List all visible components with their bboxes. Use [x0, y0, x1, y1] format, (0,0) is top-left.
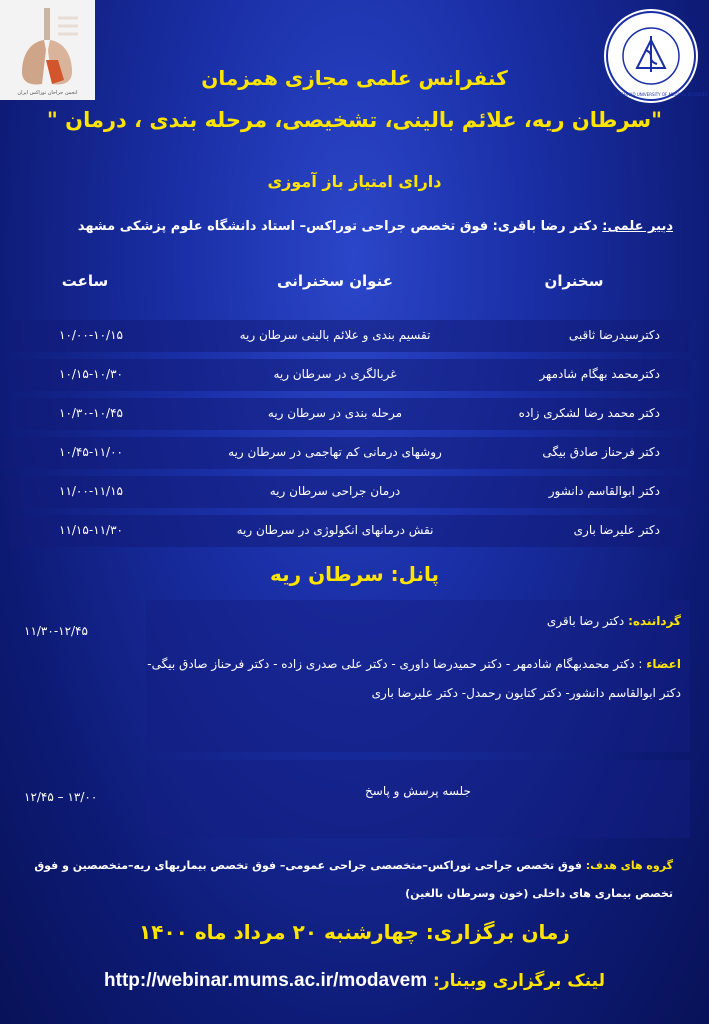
- university-seal-icon: [601, 6, 708, 106]
- conference-title: کنفرانس علمی مجازی همزمان: [201, 66, 508, 90]
- event-date: [0, 920, 709, 944]
- table-row: [10, 435, 690, 471]
- row-speaker: دکترسیدرضا ثاقبی: [568, 328, 660, 342]
- target-groups-value: فوق تخصص جراحی توراکس–متخصصی جراحی عمومی– فوق تخصص بیماریهای ریه–متخصصین و فوق تخصص بیماری های داخلی (خون وسرطان بالغین): [34, 859, 673, 900]
- panel-coordinator: [547, 614, 681, 628]
- row-speaker: دکتر فرحناز صادق بیگی: [542, 445, 660, 459]
- qa-label: جلسه پرسش و پاسخ: [365, 784, 471, 798]
- members-label: اعضاء: [646, 657, 681, 671]
- target-groups-label: گروه های هدف:: [585, 859, 673, 872]
- webinar-link[interactable]: http://webinar.mums.ac.ir/modavem: [104, 970, 428, 991]
- target-groups: [33, 852, 673, 908]
- conference-subject: "سرطان ریه، علائم بالینی، تشخیصی، مرحله بندی ، درمان ": [46, 108, 663, 132]
- schedule-header: [0, 258, 709, 310]
- row-topic: نقش درمانهای انکولوژی در سرطان ریه: [236, 523, 434, 537]
- row-time: ۱۰/۴۵-۱۱/۰۰: [59, 445, 123, 459]
- row-topic: غربالگری در سرطان ریه: [273, 367, 397, 381]
- row-topic: مرحله بندی در سرطان ریه: [267, 406, 403, 420]
- coordinator-value: دکتر رضا باقری: [546, 614, 629, 628]
- secretary-label: دبیر علمی:: [602, 219, 673, 234]
- qa-time: ۱۲/۴۵ – ۱۳/۰۰: [24, 790, 98, 804]
- panel-title: پانل: سرطان ریه: [270, 562, 439, 586]
- table-row: [10, 396, 690, 432]
- row-speaker: دکتر علیرضا باری: [573, 523, 660, 537]
- header-speakers: سخنران: [544, 272, 604, 290]
- association-logo-caption: انجمن جراحان توراکس ایران: [17, 90, 78, 96]
- table-row: [10, 318, 690, 354]
- scientific-secretary: [78, 219, 673, 234]
- row-time: ۱۰/۰۰-۱۰/۱۵: [59, 328, 123, 342]
- event-date-label: زمان برگزاری:: [425, 920, 570, 944]
- table-row: [10, 474, 690, 510]
- members-value: : دکتر محمدبهگام شادمهر - دکتر حمیدرضا داوری - دکتر علی صدری زاده - دکتر فرحناز صادق بیگی- دکتر ابوالقاسم دانشور- دکتر کتایون رحمدل- دکتر علیرضا باری: [147, 657, 681, 700]
- webinar-link-label: لینک برگزاری وبینار:: [433, 971, 605, 991]
- table-row: [10, 357, 690, 393]
- row-time: ۱۱/۰۰-۱۱/۱۵: [59, 484, 123, 498]
- row-time: ۱۰/۳۰-۱۰/۴۵: [59, 406, 123, 420]
- row-speaker: دکتر ابوالقاسم دانشور: [548, 484, 660, 498]
- header-topic: عنوان سخنرانی: [277, 272, 393, 290]
- row-time: ۱۱/۱۵-۱۱/۳۰: [59, 523, 123, 537]
- row-topic: درمان جراحی سرطان ریه: [269, 484, 401, 498]
- coordinator-label: گرداننده:: [628, 614, 681, 628]
- header-time: ساعت: [61, 272, 109, 290]
- row-speaker: دکترمحمد بهگام شادمهر: [539, 367, 660, 381]
- row-topic: روشهای درمانی کم تهاجمی در سرطان ریه: [228, 445, 442, 459]
- table-row: [10, 513, 690, 549]
- qa-box: [146, 760, 690, 838]
- row-topic: تقسیم بندی و علائم بالینی سرطان ریه: [239, 328, 431, 342]
- university-seal: [601, 6, 708, 106]
- university-seal-text: MASHHAD UNIVERSITY OF MEDICAL SCIENCES: [615, 92, 708, 97]
- panel-members: [141, 650, 681, 708]
- event-date-value: چهارشنبه ۲۰ مرداد ماه ۱۴۰۰: [139, 920, 426, 944]
- secretary-value: دکتر رضا باقری: فوق تخصص جراحی توراکس– استاد دانشگاه علوم پزشکی مشهد: [77, 219, 603, 234]
- row-speaker: دکتر محمد رضا لشکری زاده: [518, 406, 660, 420]
- cme-credit-note: دارای امتیاز باز آموزی: [267, 172, 442, 191]
- webinar-link-line: [0, 970, 709, 992]
- panel-time: ۱۱/۳۰-۱۲/۴۵: [24, 624, 88, 638]
- row-time: ۱۰/۱۵-۱۰/۳۰: [59, 367, 123, 381]
